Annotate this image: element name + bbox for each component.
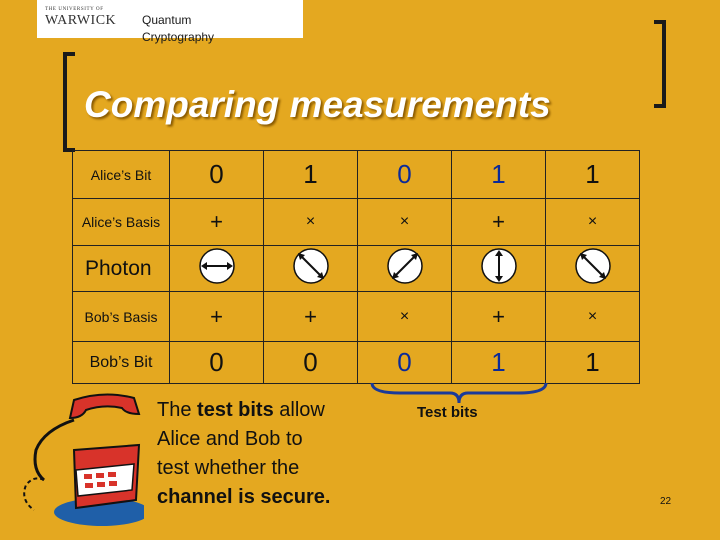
header-bar <box>37 0 303 44</box>
bob-basis-cell: × <box>358 292 452 342</box>
alice-basis-cell: × <box>546 199 640 246</box>
diagonal-down-arrow-icon <box>573 246 613 286</box>
header-title-line1: Quantum <box>142 13 192 27</box>
alice-bit-cell: 1 <box>546 151 640 199</box>
photon-cell <box>358 246 452 292</box>
slide-title: Comparing measurements <box>84 84 551 125</box>
note-line1: The test bits allow <box>157 399 325 421</box>
diagonal-down-arrow-icon <box>291 246 331 286</box>
left-bracket-decoration <box>63 52 75 152</box>
alice-bit-cell: 0 <box>358 151 452 199</box>
row-label-alice-bit: Alice’s Bit <box>73 151 170 199</box>
alice-basis-cell: + <box>452 199 546 246</box>
measurement-table <box>72 150 640 384</box>
alice-basis-cell: + <box>170 199 264 246</box>
bob-bit-cell: 0 <box>358 342 452 384</box>
note-line3: test whether the <box>157 457 300 479</box>
right-bracket-decoration <box>654 20 666 108</box>
logo-small-text: THE UNIVERSITY OF <box>45 7 104 12</box>
alice-bit-cell: 1 <box>264 151 358 199</box>
photon-cell <box>452 246 546 292</box>
bob-bit-cell: 1 <box>546 342 640 384</box>
diagonal-up-arrow-icon <box>385 246 425 286</box>
header-title <box>142 12 262 46</box>
bob-basis-cell: × <box>546 292 640 342</box>
header-title-line2: Cryptography <box>142 30 215 44</box>
note-line2: Alice and Bob to <box>157 428 303 450</box>
bob-basis-cell: + <box>264 292 358 342</box>
page-number: 22 <box>660 496 672 507</box>
vertical-arrow-icon <box>479 246 519 286</box>
row-label-bob-bit: Bob’s Bit <box>73 342 170 384</box>
bob-basis-cell: + <box>170 292 264 342</box>
logo-wordmark: WARWICK <box>45 13 117 28</box>
row-label-photon: Photon <box>73 246 170 292</box>
alice-basis-cell: × <box>358 199 452 246</box>
alice-bit-cell: 0 <box>170 151 264 199</box>
table-row-alice-basis <box>73 199 640 246</box>
bob-bit-cell: 0 <box>264 342 358 384</box>
test-bits-note <box>157 396 387 512</box>
table-row-bob-bit <box>73 342 640 384</box>
note-line4: channel is secure. <box>157 486 331 508</box>
photon-cell <box>546 246 640 292</box>
photon-cell <box>170 246 264 292</box>
university-logo <box>45 6 125 32</box>
telephone-clipart-icon <box>14 390 144 530</box>
table-row-photon <box>73 246 640 292</box>
horizontal-arrow-icon <box>197 246 237 286</box>
row-label-alice-basis: Alice’s Basis <box>73 199 170 246</box>
bob-bit-cell: 1 <box>452 342 546 384</box>
table-row-alice-bit <box>73 151 640 199</box>
alice-basis-cell: × <box>264 199 358 246</box>
bob-basis-cell: + <box>452 292 546 342</box>
photon-cell <box>264 246 358 292</box>
table-row-bob-basis <box>73 292 640 342</box>
alice-bit-cell: 1 <box>452 151 546 199</box>
bob-bit-cell: 0 <box>170 342 264 384</box>
row-label-bob-basis: Bob’s Basis <box>73 292 170 342</box>
test-bits-label: Test bits <box>417 404 478 421</box>
